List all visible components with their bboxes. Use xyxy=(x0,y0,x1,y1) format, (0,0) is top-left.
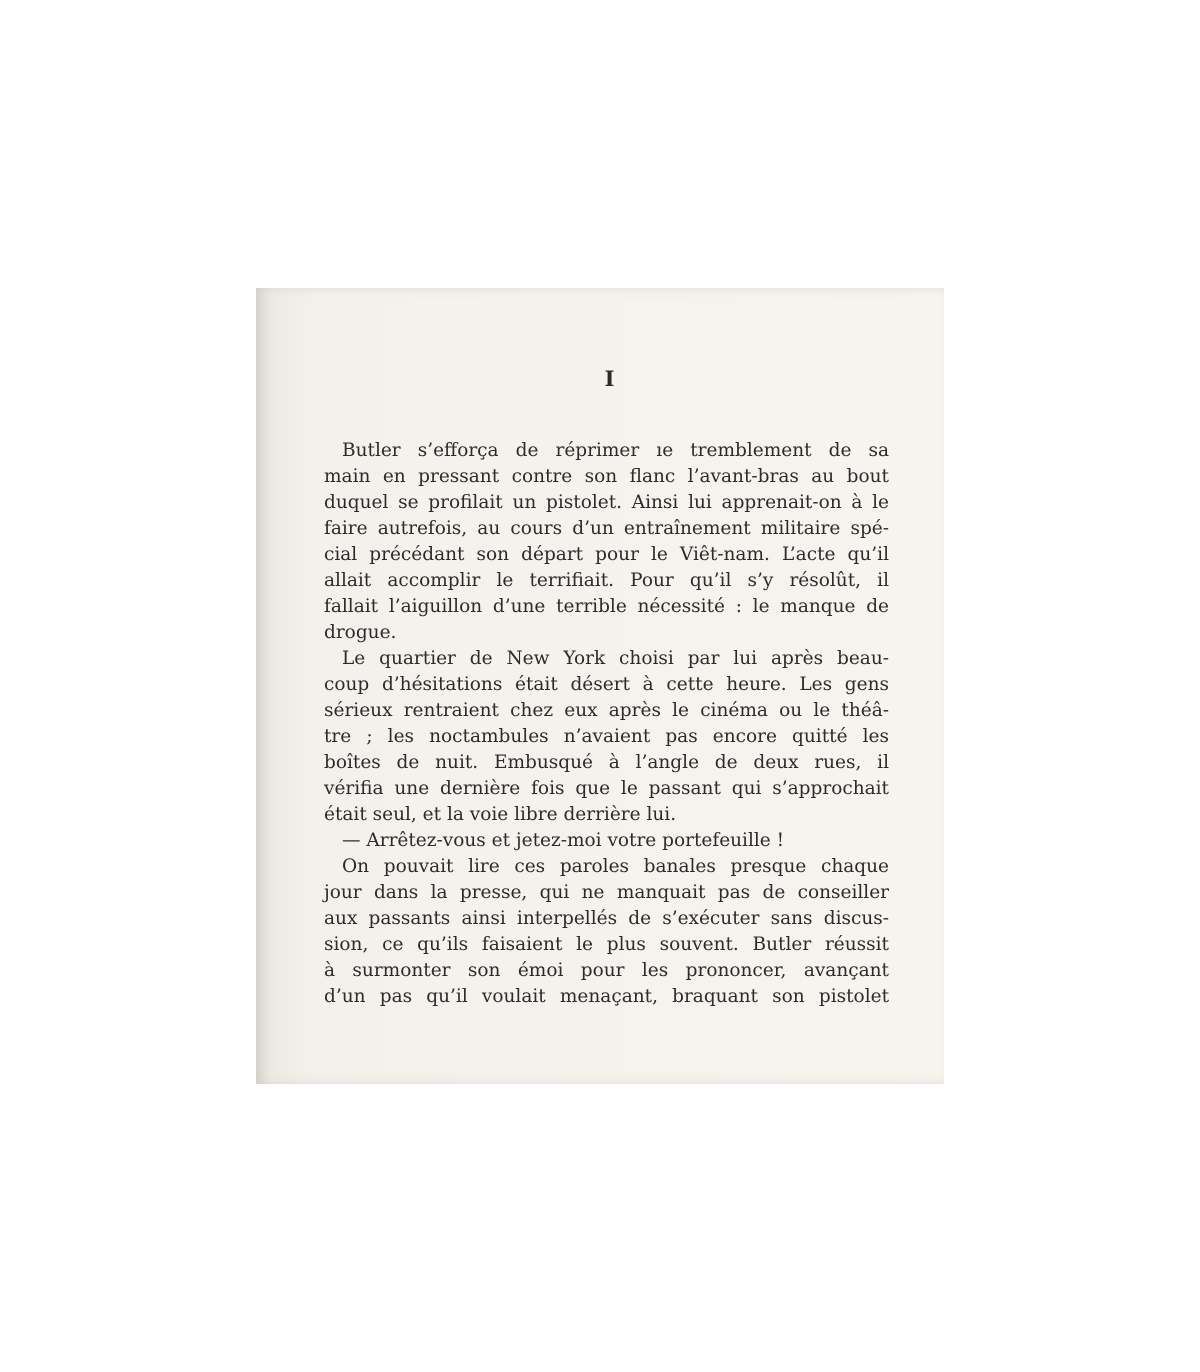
body-text xyxy=(324,438,889,1010)
text-line: duquel se profilait un pistolet. Ainsi lui apprenait-on à le xyxy=(324,492,889,513)
text-line: fallait l’aiguillon d’une terrible nécessité : le manque de xyxy=(324,596,889,617)
text-line: vérifia une dernière fois que le passant qui s’approchait xyxy=(324,778,889,799)
text-line: cial précédant son départ pour le Viêt-nam. L’acte qu’il xyxy=(324,544,889,565)
text-line: Butler s’efforça de réprimer ıe tremblement de sa xyxy=(342,440,889,461)
text-line: sion, ce qu’ils faisaient le plus souvent. Butler réussit xyxy=(324,934,889,955)
text-line: coup d’hésitations était désert à cette heure. Les gens xyxy=(324,674,889,695)
text-line: boîtes de nuit. Embusqué à l’angle de deux rues, il xyxy=(324,752,889,773)
text-line: à surmonter son émoi pour les prononcer, avançant xyxy=(324,960,889,981)
text-line: allait accomplir le terrifiait. Pour qu’il s’y résolût, il xyxy=(324,570,889,591)
text-line: Le quartier de New York choisi par lui après beau- xyxy=(342,648,889,669)
text-line: tre ; les noctambules n’avaient pas encore quitté les xyxy=(324,726,889,747)
chapter-number: I xyxy=(604,366,616,391)
text-line: d’un pas qu’il voulait menaçant, braquant son pistolet xyxy=(324,986,889,1007)
text-line: faire autrefois, au cours d’un entraînement militaire spé- xyxy=(324,518,889,539)
text-line: drogue. xyxy=(324,622,397,643)
text-line: jour dans la presse, qui ne manquait pas de conseiller xyxy=(324,882,889,903)
text-line: On pouvait lire ces paroles banales presque chaque xyxy=(342,856,889,877)
text-line: main en pressant contre son flanc l’avant-bras au bout xyxy=(324,466,889,487)
book-page xyxy=(256,288,944,1084)
text-line: aux passants ainsi interpellés de s’exécuter sans discus- xyxy=(324,908,889,929)
dialogue-line: — Arrêtez-vous et jetez-moi votre portefeuille ! xyxy=(342,830,785,851)
text-line: sérieux rentraient chez eux après le cinéma ou le théâ- xyxy=(324,700,889,721)
text-line: était seul, et la voie libre derrière lui. xyxy=(324,804,677,825)
